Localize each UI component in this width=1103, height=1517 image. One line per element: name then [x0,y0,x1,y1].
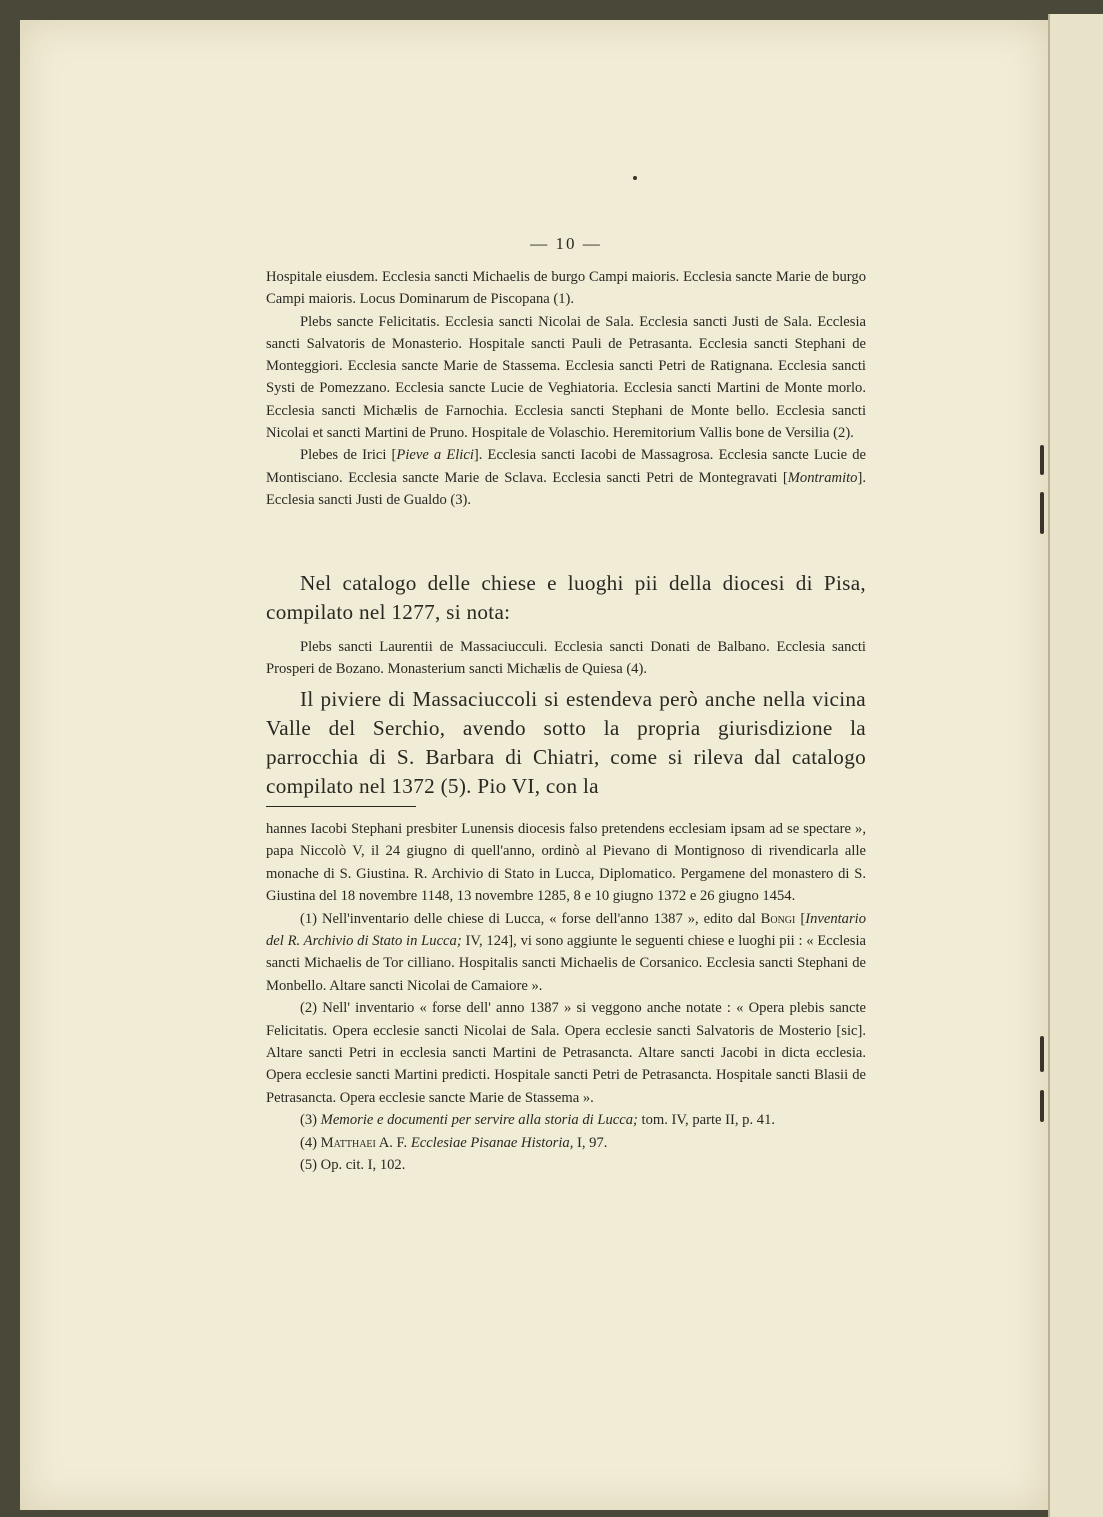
footnote-rule [266,806,416,807]
page-number: — 10 — [530,234,602,253]
paragraph: Hospitale eiusdem. Ecclesia sancti Michaelis de burgo Campi maioris. Ecclesia sancte Marie de burgo Campi maioris. Locus Dominarum de Piscopana (1). [266,269,866,308]
church-list-block [266,266,866,511]
body-paragraph [266,569,866,627]
pisa-catalogue-block [266,636,866,681]
body-paragraph [266,685,866,801]
paragraph: Plebes de Irici [Pieve a Elici]. Ecclesia sancti Iacobi de Massagrosa. Ecclesia sancte Lucie de Montisciano. Ecclesia sancte Marie de Sclava. Ecclesia sancti Petri de Montegravati [Montramito]. Ecclesia sancti Justi de Gualdo (3). [266,447,866,508]
paragraph: Plebs sancti Laurentii de Massaciucculi. Ecclesia sancti Donati de Balbano. Ecclesia sancti Prosperi de Bozano. Monasterium sancti Michælis de Quiesa (4). [266,639,866,678]
binding-mark [1040,492,1044,534]
facing-page-edge [1048,14,1103,1517]
footnote-2: (2) Nell' inventario « forse dell' anno 1387 » si veggono anche notate : « Opera plebis sancte Felicitatis. Opera ecclesie sancti Nicolai de Sala. Opera ecclesie sancti Salvatoris de Mosterio [sic]. Altare sancti Petri in ecclesia sancti Martini de Petrasancta. Altare sancti Jacobi in dicta ecclesia. Opera ecclesie sancti Martini predicti. Hospitale sancti Petri de Petrasancta. Hospitale sancti Blasii de Petrasancta. Opera ecclesie sancte Marie de Stassema ». [266,1000,866,1106]
paragraph: Plebs sancte Felicitatis. Ecclesia sancti Nicolai de Sala. Ecclesia sancti Justi de Sala. Ecclesia sancti Salvatoris de Monasterio. Hospitale sancti Pauli de Petrasanta. Ecclesia sancti Stephani de Monteggiori. Ecclesia sancte Marie de Stassema. Ecclesia sancti Petri de Ratignana. Ecclesia sancti Systi de Pomezzano. Ecclesia sancte Lucie de Veghiatoria. Ecclesia sancti Martini de Monte morlo. Ecclesia sancti Michælis de Farnochia. Ecclesia sancti Stephani de Monte bello. Ecclesia sancti Nicolai et sancti Martini de Pruno. Hospitale de Volaschio. Heremitorium Vallis bone de Versilia (2). [266,313,866,442]
footnote-1: (1) Nell'inventario delle chiese di Lucca, « forse dell'anno 1387 », edito dal Bongi [Inventario del R. Archivio di Stato in Lucca; IV, 124], vi sono aggiunte le seguenti chiese e luoghi pii : « Ecclesia sancti Michaelis de Tor cilliano. Hospitalis sancti Michaelis de Corsanico. Ecclesia sancti Stephani de Monbello. Altare sancti Nicolai de Camaiore ». [266,910,866,994]
footnotes [266,818,866,1177]
binding-mark [1040,1090,1044,1122]
footnote-5: (5) Op. cit. I, 102. [300,1157,406,1174]
binding-mark [1040,445,1044,475]
footnote-3: (3) Memorie e documenti per servire alla storia di Lucca; tom. IV, parte II, p. 41. [300,1112,776,1129]
paper-speck [633,176,637,180]
paragraph: Nel catalogo delle chiese e luoghi pii della diocesi di Pisa, compilato nel 1277, si nota: [266,571,866,624]
footnote-continuation: hannes Iacobi Stephani presbiter Lunensis diocesis falso pretendens ecclesiam ipsam ad se spectare », papa Niccolò V, il 24 giugno di quell'anno, ordinò al Pievano di Montignoso di rivendicarla alle monache di S. Giustina. R. Archivio di Stato in Lucca, Diplomatico. Pergamene del monastero di S. Giustina del 18 novembre 1148, 13 novembre 1285, 8 e 10 giugno 1372 e 26 giugno 1454. [266,821,866,905]
footnote-4: (4) Matthaei A. F. Ecclesiae Pisanae Historia, I, 97. [300,1134,608,1151]
binding-mark [1040,1036,1044,1072]
paragraph: Il piviere di Massaciuccoli si estendeva però anche nella vicina Valle del Serchio, avendo sotto la propria giurisdizione la parrocchia di S. Barbara di Chiatri, come si rileva dal catalogo compilato nel 1372 (5). Pio VI, con la [266,687,866,798]
